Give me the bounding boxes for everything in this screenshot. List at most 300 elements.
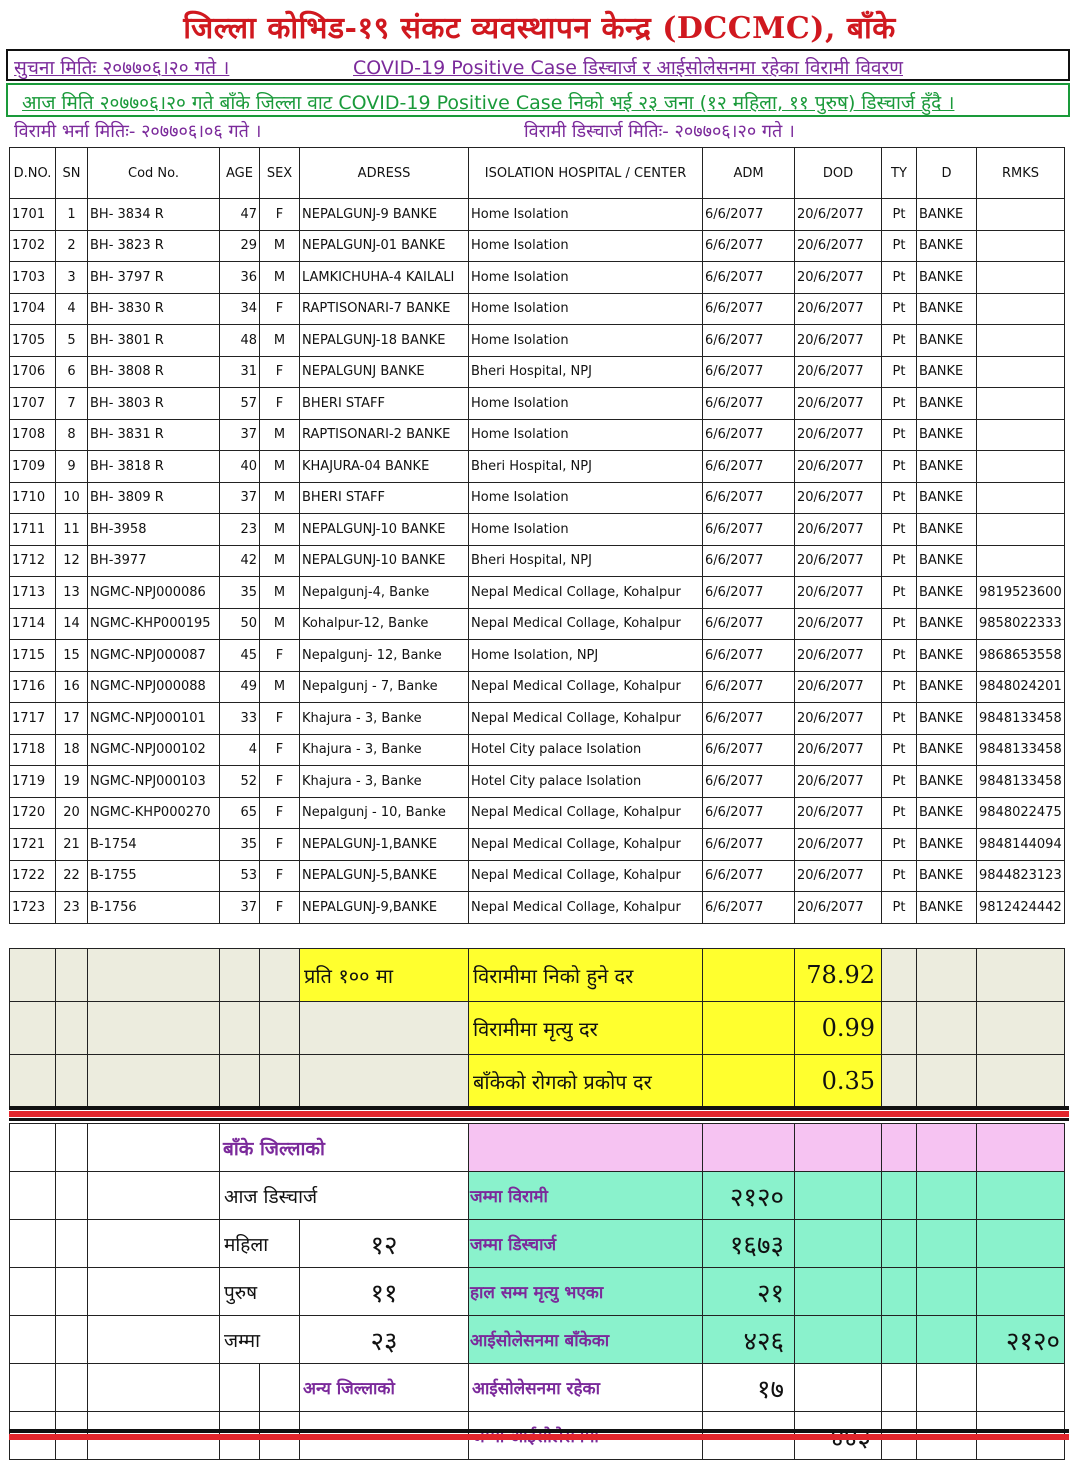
table-cell: 21: [56, 829, 88, 861]
table-cell: Nepalgunj - 7, Banke: [300, 671, 469, 703]
table-cell: Home Isolation: [469, 262, 703, 294]
table-cell: 53: [220, 860, 260, 892]
summary-row-5: [10, 1364, 1065, 1412]
female-value: १२: [300, 1220, 469, 1268]
patient-table: [9, 147, 1065, 924]
table-cell: F: [260, 766, 300, 798]
divider-black: [9, 1106, 1069, 1110]
table-cell: [977, 262, 1065, 294]
per-hundred-label: प्रति १०० मा: [300, 949, 469, 1002]
summary-row-2: [10, 1220, 1065, 1268]
table-row: [10, 356, 1065, 388]
page-title: जिल्ला कोभिड-१९ संकट व्यवस्थापन केन्द्र (DCCMC), बाँके: [183, 11, 896, 46]
table-cell: 19: [56, 766, 88, 798]
today-discharge-label: आज डिस्चार्ज: [220, 1172, 469, 1220]
table-cell: BANKE: [917, 293, 977, 325]
table-cell: 6/6/2077: [703, 608, 795, 640]
table-cell: 6/6/2077: [703, 892, 795, 924]
summary-table: [9, 1123, 1065, 1460]
table-cell: M: [260, 262, 300, 294]
column-header: ADM: [703, 148, 795, 199]
total-discharge-value: १६७३: [703, 1220, 795, 1268]
table-cell: M: [260, 325, 300, 357]
notice-date: सुचना मितिः २०७७०६।२० गते ।: [14, 57, 230, 79]
table-cell: BANKE: [917, 419, 977, 451]
table-row: [10, 766, 1065, 798]
table-cell: Nepalgunj- 12, Banke: [300, 640, 469, 672]
table-cell: [977, 230, 1065, 262]
banke-heading: बाँके जिल्लाको: [220, 1124, 469, 1172]
table-cell: [977, 545, 1065, 577]
table-cell: F: [260, 293, 300, 325]
table-cell: 6/6/2077: [703, 734, 795, 766]
table-cell: 20/6/2077: [795, 860, 882, 892]
table-cell: BANKE: [917, 766, 977, 798]
table-cell: BANKE: [917, 262, 977, 294]
table-cell: BANKE: [917, 892, 977, 924]
remaining-value: ४२६: [703, 1316, 795, 1364]
table-cell: BH- 3797 R: [88, 262, 220, 294]
other-isolation-value: १७: [703, 1364, 795, 1412]
summary-row-3: [10, 1268, 1065, 1316]
table-cell: 20/6/2077: [795, 734, 882, 766]
table-cell: Pt: [882, 797, 917, 829]
table-row: [10, 451, 1065, 483]
table-cell: NGMC-NPJ000086: [88, 577, 220, 609]
table-cell: Pt: [882, 545, 917, 577]
table-cell: BANKE: [917, 797, 977, 829]
table-row: [10, 230, 1065, 262]
table-cell: 6/6/2077: [703, 829, 795, 861]
table-cell: Home Isolation: [469, 419, 703, 451]
recovery-rate-label: विरामीमा निको हुने दर: [469, 949, 703, 1002]
table-cell: 10: [56, 482, 88, 514]
table-cell: 23: [220, 514, 260, 546]
table-cell: 11: [56, 514, 88, 546]
table-cell: 20/6/2077: [795, 419, 882, 451]
table-cell: 6/6/2077: [703, 262, 795, 294]
table-cell: BANKE: [917, 734, 977, 766]
table-cell: 37: [220, 419, 260, 451]
table-cell: 37: [220, 892, 260, 924]
table-cell: 4: [220, 734, 260, 766]
total-label: जम्मा: [220, 1316, 300, 1364]
table-row: [10, 734, 1065, 766]
table-cell: NGMC-NPJ000101: [88, 703, 220, 735]
table-cell: BANKE: [917, 325, 977, 357]
table-cell: 20/6/2077: [795, 482, 882, 514]
table-cell: Pt: [882, 451, 917, 483]
table-cell: 31: [220, 356, 260, 388]
table-cell: 37: [220, 482, 260, 514]
table-cell: 1720: [10, 797, 56, 829]
column-header: ISOLATION HOSPITAL / CENTER: [469, 148, 703, 199]
table-cell: 20/6/2077: [795, 451, 882, 483]
table-cell: 1722: [10, 860, 56, 892]
male-value: ११: [300, 1268, 469, 1316]
table-cell: BANKE: [917, 356, 977, 388]
table-cell: 35: [220, 577, 260, 609]
table-cell: BH- 3808 R: [88, 356, 220, 388]
table-cell: 12: [56, 545, 88, 577]
table-cell: 20/6/2077: [795, 577, 882, 609]
table-cell: 9848133458: [977, 766, 1065, 798]
table-cell: F: [260, 640, 300, 672]
table-cell: 40: [220, 451, 260, 483]
table-cell: NGMC-NPJ000103: [88, 766, 220, 798]
table-cell: 20/6/2077: [795, 262, 882, 294]
table-row: [10, 860, 1065, 892]
table-cell: 6/6/2077: [703, 545, 795, 577]
table-cell: 20/6/2077: [795, 766, 882, 798]
deaths-label: हाल सम्म मृत्यु भएका: [469, 1268, 703, 1316]
table-cell: BH- 3831 R: [88, 419, 220, 451]
table-cell: 1718: [10, 734, 56, 766]
column-header: TY: [882, 148, 917, 199]
table-cell: 6/6/2077: [703, 577, 795, 609]
death-rate-row: [10, 1002, 1065, 1055]
table-cell: 42: [220, 545, 260, 577]
table-cell: Pt: [882, 419, 917, 451]
table-cell: [977, 388, 1065, 420]
table-cell: 1704: [10, 293, 56, 325]
table-cell: BH-3958: [88, 514, 220, 546]
table-cell: M: [260, 419, 300, 451]
table-cell: Pt: [882, 199, 917, 231]
divider-black-2: [9, 1118, 1069, 1121]
table-cell: 20/6/2077: [795, 608, 882, 640]
table-cell: 20/6/2077: [795, 671, 882, 703]
table-cell: Nepal Medical Collage, Kohalpur: [469, 608, 703, 640]
table-cell: Pt: [882, 640, 917, 672]
table-cell: F: [260, 797, 300, 829]
column-header: AGE: [220, 148, 260, 199]
table-cell: B-1754: [88, 829, 220, 861]
table-cell: Home Isolation: [469, 325, 703, 357]
table-cell: 9819523600: [977, 577, 1065, 609]
table-row: [10, 797, 1065, 829]
table-cell: 9858022333: [977, 608, 1065, 640]
table-cell: RAPTISONARI-2 BANKE: [300, 419, 469, 451]
table-header-row: [10, 148, 1065, 199]
table-cell: 6: [56, 356, 88, 388]
table-cell: F: [260, 199, 300, 231]
table-cell: 33: [220, 703, 260, 735]
column-header: D: [917, 148, 977, 199]
table-cell: 48: [220, 325, 260, 357]
table-cell: [977, 199, 1065, 231]
table-cell: 49: [220, 671, 260, 703]
table-cell: 1706: [10, 356, 56, 388]
table-cell: BH- 3809 R: [88, 482, 220, 514]
table-cell: BH- 3823 R: [88, 230, 220, 262]
table-cell: NEPALGUNJ-1,BANKE: [300, 829, 469, 861]
table-row: [10, 671, 1065, 703]
table-cell: BANKE: [917, 640, 977, 672]
table-cell: Kohalpur-12, Banke: [300, 608, 469, 640]
prevalence-rate-value: 0.35: [795, 1055, 882, 1108]
table-cell: Nepal Medical Collage, Kohalpur: [469, 829, 703, 861]
table-cell: BHERI STAFF: [300, 388, 469, 420]
table-cell: 20/6/2077: [795, 388, 882, 420]
table-cell: 9848022475: [977, 797, 1065, 829]
table-cell: BANKE: [917, 608, 977, 640]
table-row: [10, 829, 1065, 861]
table-cell: M: [260, 608, 300, 640]
table-cell: Nepal Medical Collage, Kohalpur: [469, 860, 703, 892]
table-cell: KHAJURA-04 BANKE: [300, 451, 469, 483]
table-cell: 20/6/2077: [795, 199, 882, 231]
table-cell: M: [260, 671, 300, 703]
table-cell: 1: [56, 199, 88, 231]
table-cell: 9: [56, 451, 88, 483]
table-cell: 5: [56, 325, 88, 357]
footer-divider-red: [9, 1434, 1069, 1440]
table-cell: Home Isolation: [469, 293, 703, 325]
table-cell: [977, 419, 1065, 451]
table-cell: 1702: [10, 230, 56, 262]
table-cell: 1707: [10, 388, 56, 420]
table-cell: Nepal Medical Collage, Kohalpur: [469, 892, 703, 924]
table-cell: 6/6/2077: [703, 293, 795, 325]
table-cell: 6/6/2077: [703, 797, 795, 829]
table-cell: 20/6/2077: [795, 797, 882, 829]
table-cell: BH- 3818 R: [88, 451, 220, 483]
table-cell: Khajura - 3, Banke: [300, 734, 469, 766]
table-cell: 65: [220, 797, 260, 829]
table-cell: 9848133458: [977, 734, 1065, 766]
table-cell: 29: [220, 230, 260, 262]
divider-red: [9, 1111, 1069, 1117]
table-cell: 13: [56, 577, 88, 609]
table-cell: 1703: [10, 262, 56, 294]
table-row: [10, 482, 1065, 514]
table-cell: 1713: [10, 577, 56, 609]
table-cell: NEPALGUNJ-9 BANKE: [300, 199, 469, 231]
table-cell: RAPTISONARI-7 BANKE: [300, 293, 469, 325]
table-cell: Pt: [882, 482, 917, 514]
column-header: ADRESS: [300, 148, 469, 199]
table-cell: BH- 3803 R: [88, 388, 220, 420]
table-cell: 1714: [10, 608, 56, 640]
total-discharge-label: जम्मा डिस्चार्ज: [469, 1220, 703, 1268]
total-value: २३: [300, 1316, 469, 1364]
table-cell: F: [260, 703, 300, 735]
table-cell: 6/6/2077: [703, 388, 795, 420]
table-cell: BANKE: [917, 860, 977, 892]
table-cell: Nepalgunj - 10, Banke: [300, 797, 469, 829]
prevalence-rate-row: [10, 1055, 1065, 1108]
table-cell: 50: [220, 608, 260, 640]
table-cell: Pt: [882, 262, 917, 294]
table-cell: 7: [56, 388, 88, 420]
table-cell: Pt: [882, 230, 917, 262]
table-cell: 17: [56, 703, 88, 735]
report-subtitle: COVID-19 Positive Case डिस्चार्ज र आईसोलेसनमा रहेका विरामी विवरण: [353, 57, 903, 79]
recovery-rate-row: [10, 949, 1065, 1002]
table-cell: BANKE: [917, 545, 977, 577]
table-cell: 45: [220, 640, 260, 672]
table-cell: 1701: [10, 199, 56, 231]
table-cell: Khajura - 3, Banke: [300, 766, 469, 798]
table-cell: NGMC-NPJ000087: [88, 640, 220, 672]
table-cell: 6/6/2077: [703, 640, 795, 672]
table-cell: 6/6/2077: [703, 703, 795, 735]
table-cell: Nepal Medical Collage, Kohalpur: [469, 671, 703, 703]
table-cell: 20/6/2077: [795, 325, 882, 357]
table-cell: NEPALGUNJ-10 BANKE: [300, 545, 469, 577]
footer-divider-black: [9, 1429, 1069, 1433]
table-cell: 9812424442: [977, 892, 1065, 924]
table-cell: BH- 3830 R: [88, 293, 220, 325]
admit-date: विरामी भर्ना मितिः- २०७७०६।०६ गते ।: [14, 121, 262, 142]
table-cell: Nepalgunj-4, Banke: [300, 577, 469, 609]
table-cell: BH-3977: [88, 545, 220, 577]
table-cell: [977, 514, 1065, 546]
table-cell: Pt: [882, 325, 917, 357]
table-row: [10, 703, 1065, 735]
table-cell: 20/6/2077: [795, 829, 882, 861]
table-cell: BANKE: [917, 451, 977, 483]
grand-total-value: २१२०: [977, 1316, 1065, 1364]
summary-heading-row: [10, 1124, 1065, 1172]
table-cell: 1719: [10, 766, 56, 798]
table-cell: 23: [56, 892, 88, 924]
table-cell: NEPALGUNJ-01 BANKE: [300, 230, 469, 262]
table-row: [10, 388, 1065, 420]
table-cell: 4: [56, 293, 88, 325]
table-cell: 20/6/2077: [795, 514, 882, 546]
table-cell: 47: [220, 199, 260, 231]
table-cell: F: [260, 388, 300, 420]
table-cell: Pt: [882, 766, 917, 798]
table-cell: 9844823123: [977, 860, 1065, 892]
table-cell: Home Isolation: [469, 230, 703, 262]
column-header: SN: [56, 148, 88, 199]
table-cell: M: [260, 577, 300, 609]
table-cell: Pt: [882, 293, 917, 325]
table-cell: BH- 3834 R: [88, 199, 220, 231]
table-cell: 9848144094: [977, 829, 1065, 861]
table-cell: 6/6/2077: [703, 671, 795, 703]
table-cell: BANKE: [917, 514, 977, 546]
table-cell: M: [260, 230, 300, 262]
summary-row-1: [10, 1172, 1065, 1220]
table-cell: M: [260, 514, 300, 546]
table-cell: M: [260, 482, 300, 514]
table-cell: 6/6/2077: [703, 451, 795, 483]
remaining-label: आईसोलेसनमा बाँकेका: [469, 1316, 703, 1364]
table-row: [10, 199, 1065, 231]
table-row: [10, 640, 1065, 672]
table-row: [10, 577, 1065, 609]
table-cell: [977, 482, 1065, 514]
table-cell: Home Isolation: [469, 514, 703, 546]
table-cell: NEPALGUNJ-5,BANKE: [300, 860, 469, 892]
table-cell: [977, 325, 1065, 357]
male-label: पुरुष: [220, 1268, 300, 1316]
table-cell: Pt: [882, 577, 917, 609]
table-cell: M: [260, 451, 300, 483]
table-cell: 14: [56, 608, 88, 640]
table-cell: Nepal Medical Collage, Kohalpur: [469, 703, 703, 735]
table-cell: F: [260, 734, 300, 766]
table-cell: 16: [56, 671, 88, 703]
table-cell: Pt: [882, 671, 917, 703]
column-header: DOD: [795, 148, 882, 199]
recovery-rate-value: 78.92: [795, 949, 882, 1002]
table-row: [10, 892, 1065, 924]
total-patients-label: जम्मा विरामी: [469, 1172, 703, 1220]
table-cell: 20/6/2077: [795, 640, 882, 672]
table-cell: Pt: [882, 703, 917, 735]
table-cell: B-1755: [88, 860, 220, 892]
table-cell: 1710: [10, 482, 56, 514]
table-cell: Pt: [882, 388, 917, 420]
summary-row-4: [10, 1316, 1065, 1364]
table-cell: 1723: [10, 892, 56, 924]
total-patients-value: २१२०: [703, 1172, 795, 1220]
table-cell: 6/6/2077: [703, 514, 795, 546]
table-cell: BANKE: [917, 199, 977, 231]
table-cell: Nepal Medical Collage, Kohalpur: [469, 797, 703, 829]
table-cell: 6/6/2077: [703, 766, 795, 798]
table-cell: NGMC-KHP000270: [88, 797, 220, 829]
table-row: [10, 262, 1065, 294]
column-header: D.NO.: [10, 148, 56, 199]
table-cell: 1709: [10, 451, 56, 483]
table-cell: [977, 451, 1065, 483]
table-cell: 6/6/2077: [703, 325, 795, 357]
table-cell: NEPALGUNJ-18 BANKE: [300, 325, 469, 357]
table-cell: 9848024201: [977, 671, 1065, 703]
table-cell: BANKE: [917, 703, 977, 735]
table-cell: 9848133458: [977, 703, 1065, 735]
table-cell: 6/6/2077: [703, 482, 795, 514]
table-cell: Bheri Hospital, NPJ: [469, 356, 703, 388]
discharge-date: विरामी डिस्चार्ज मितिः- २०७७०६।२० गते ।: [524, 121, 795, 142]
table-cell: F: [260, 829, 300, 861]
table-cell: 2: [56, 230, 88, 262]
table-cell: BANKE: [917, 671, 977, 703]
table-cell: Home Isolation: [469, 482, 703, 514]
table-cell: 34: [220, 293, 260, 325]
other-district-label: अन्य जिल्लाको: [300, 1364, 469, 1412]
table-cell: Pt: [882, 892, 917, 924]
prevalence-rate-label: बाँकेको रोगको प्रकोप दर: [469, 1055, 703, 1108]
table-cell: 20: [56, 797, 88, 829]
table-cell: BANKE: [917, 577, 977, 609]
today-band: [6, 83, 1070, 117]
table-cell: 1715: [10, 640, 56, 672]
table-cell: 1711: [10, 514, 56, 546]
table-cell: 20/6/2077: [795, 892, 882, 924]
table-row: [10, 608, 1065, 640]
table-cell: 22: [56, 860, 88, 892]
table-cell: 52: [220, 766, 260, 798]
table-cell: 6/6/2077: [703, 199, 795, 231]
table-cell: BH- 3801 R: [88, 325, 220, 357]
table-row: [10, 545, 1065, 577]
table-cell: 1712: [10, 545, 56, 577]
table-cell: Bheri Hospital, NPJ: [469, 545, 703, 577]
death-rate-label: विरामीमा मृत्यु दर: [469, 1002, 703, 1055]
table-cell: F: [260, 892, 300, 924]
table-cell: 6/6/2077: [703, 356, 795, 388]
table-cell: 36: [220, 262, 260, 294]
table-cell: 6/6/2077: [703, 230, 795, 262]
table-cell: Home Isolation: [469, 199, 703, 231]
